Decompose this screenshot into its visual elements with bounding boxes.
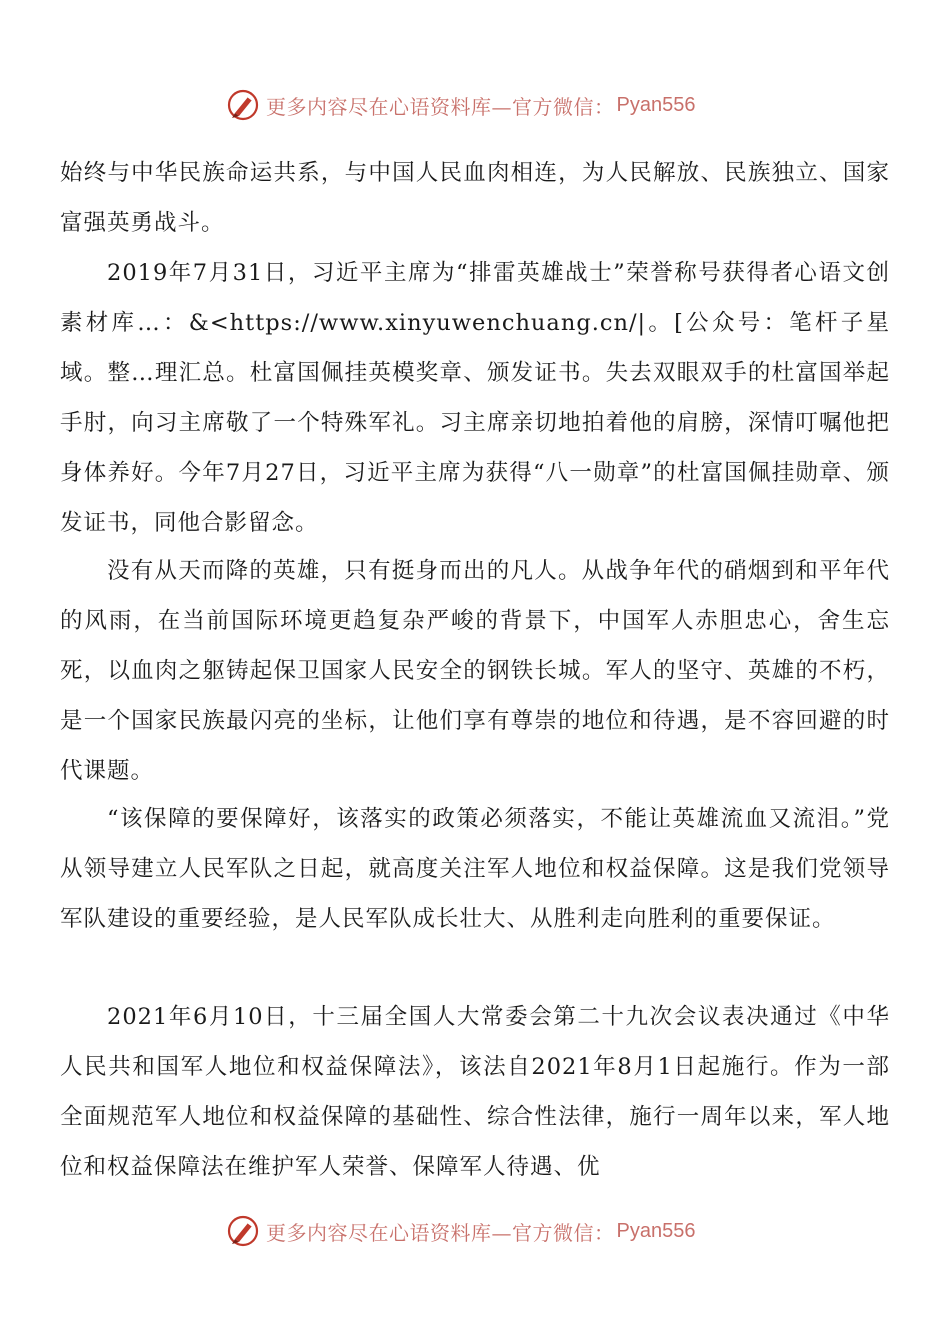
wechat-id: Pyan556 bbox=[616, 93, 696, 116]
paragraph-5: 2021年6月10日，十三届全国人大常委会第二十九次会议表决通过《中华人民共和国军人地位和权益保障法》，该法自2021年8月1日起施行。作为一部全面规范军人地位和权益保障的基础性、综合性法律，施行一周年以来，军人地位和权益保障法在维护军人荣誉、保障军人待遇、优 bbox=[60, 1004, 890, 1180]
pen-nib-icon bbox=[226, 1214, 260, 1248]
footer-banner bbox=[0, 1210, 950, 1250]
pen-nib-icon bbox=[226, 88, 260, 122]
paragraph-3: 没有从天而降的英雄，只有挺身而出的凡人。从战争年代的硝烟到和平年代的风雨，在当前国际环境更趋复杂严峻的背景下，中国军人赤胆忠心，舍生忘死，以血肉之躯铸起保卫国家人民安全的钢铁长城。军人的坚守、英雄的不朽，是一个国家民族最闪亮的坐标，让他们享有尊崇的地位和待遇，是不容回避的时代课题。 bbox=[60, 558, 890, 784]
banner-text: 更多内容尽在心语资料库—官方微信： bbox=[266, 94, 615, 119]
header-banner bbox=[0, 84, 950, 124]
paragraph-2: 2019年7月31日，习近平主席为“排雷英雄战士”荣誉称号获得者心语文创素材库…：&<https://www.xinyuwenchuang.cn/|。[公众号：笔杆子星域。整…理汇总。杜富国佩挂英模奖章、颁发证书。失去双眼双手的杜富国举起手肘，向习主席敬了一个特殊军礼。习主席亲切地拍着他的肩膀，深情叮嘱他把身体养好。今年7月27日，习近平主席为获得“八一勋章”的杜富国佩挂勋章、颁发证书，同他合影留念。 bbox=[60, 260, 890, 536]
wechat-id: Pyan556 bbox=[616, 1219, 696, 1242]
paragraph-4: “该保障的要保障好，该落实的政策必须落实，不能让英雄流血又流泪。”党从领导建立人民军队之日起，就高度关注军人地位和权益保障。这是我们党领导军队建设的重要经验，是人民军队成长壮大、从胜利走向胜利的重要保证。 bbox=[60, 806, 890, 932]
banner-text: 更多内容尽在心语资料库—官方微信： bbox=[266, 1220, 615, 1245]
paragraph-1: 始终与中华民族命运共系，与中国人民血肉相连，为人民解放、民族独立、国家富强英勇战斗。 bbox=[60, 160, 890, 236]
